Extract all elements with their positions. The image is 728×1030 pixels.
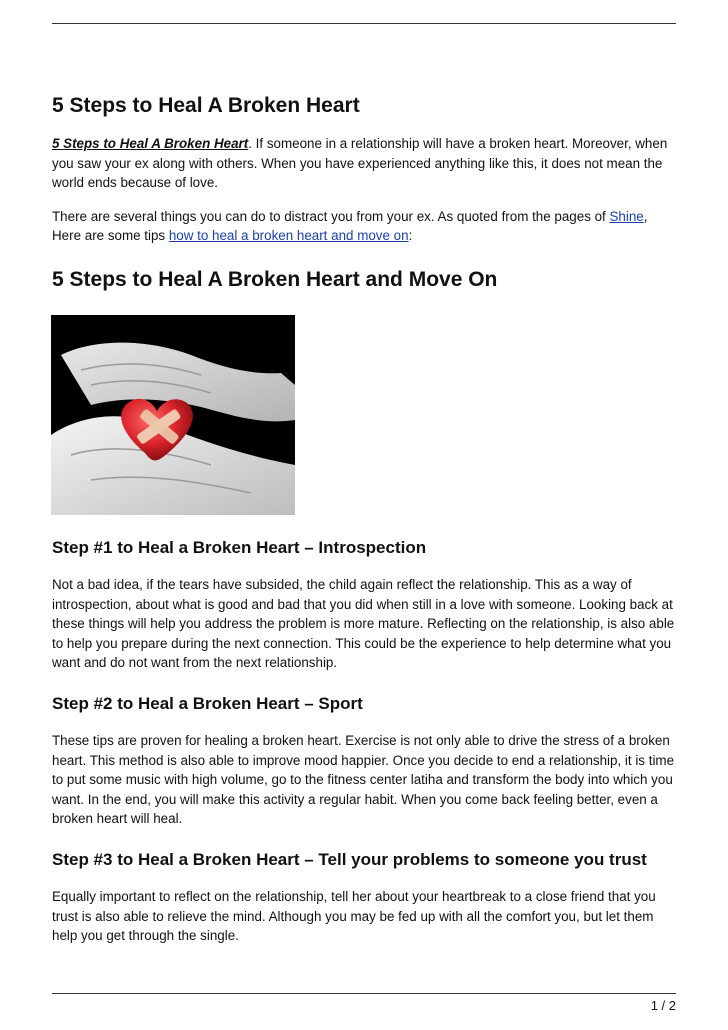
step-1-heading: Step #1 to Heal a Broken Heart – Introspection xyxy=(52,537,427,557)
section-subtitle: 5 Steps to Heal A Broken Heart and Move On xyxy=(52,267,498,291)
heart-in-hands-image xyxy=(51,315,295,515)
step-2-body: These tips are proven for healing a broken heart. Exercise is not only able to drive the stress of a broken heart. This method is also able to improve mood happier. Once you decide to end a relationship, it is time to put some music with high volume, go to the fitness center latiha and transform the body into which you want. In the end, you will make this activity a regular habit. When you come back feeling better, even a broken heart will heal. xyxy=(52,732,675,827)
step-1-body: Not a bad idea, if the tears have subsided, the child again reflect the relationship. This as a way of introspection, about what is good and bad that you did when still in a love with someone. Looking back at these things will help you address the problem is more mature. Reflecting on the relationship, is also able to help you prepare during the next connection. This could be the experience to help determine what you want and do not want from the next relationship. xyxy=(52,576,675,671)
intro-title-link[interactable]: 5 Steps to Heal A Broken Heart xyxy=(52,136,249,151)
page-title: 5 Steps to Heal A Broken Heart xyxy=(52,94,360,117)
step-3-heading: Step #3 to Heal a Broken Heart – Tell your problems to someone you trust xyxy=(52,849,647,869)
intro-text: . If someone in a relationship will have a broken heart. Moreover, when you saw your ex along with others. When you have experienced anything like this, it does not mean the world ends because of love. xyxy=(52,136,668,191)
top-rule xyxy=(52,23,676,24)
tips-text-c: : xyxy=(408,228,413,244)
tips-text-b: , Here are some tips xyxy=(52,208,648,244)
heal-tips-link[interactable]: how to heal a broken heart and move on xyxy=(168,228,409,244)
step-3-body: Equally important to reflect on the relationship, tell her about your heartbreak to a close friend that you trust is also able to relieve the mind. Although you may be fed up with all the comfort you, but let them help you get through the single. xyxy=(52,888,656,944)
page-content xyxy=(52,92,676,960)
intro-paragraph xyxy=(52,134,676,193)
tips-paragraph xyxy=(52,207,676,246)
step-2-heading: Step #2 to Heal a Broken Heart – Sport xyxy=(52,693,363,713)
bottom-rule xyxy=(52,993,676,994)
tips-text-a: There are several things you can do to distract you from your ex. As quoted from the pages of xyxy=(52,208,610,224)
shine-link[interactable]: Shine xyxy=(609,208,644,224)
page-number: 1 / 2 xyxy=(650,998,676,1013)
